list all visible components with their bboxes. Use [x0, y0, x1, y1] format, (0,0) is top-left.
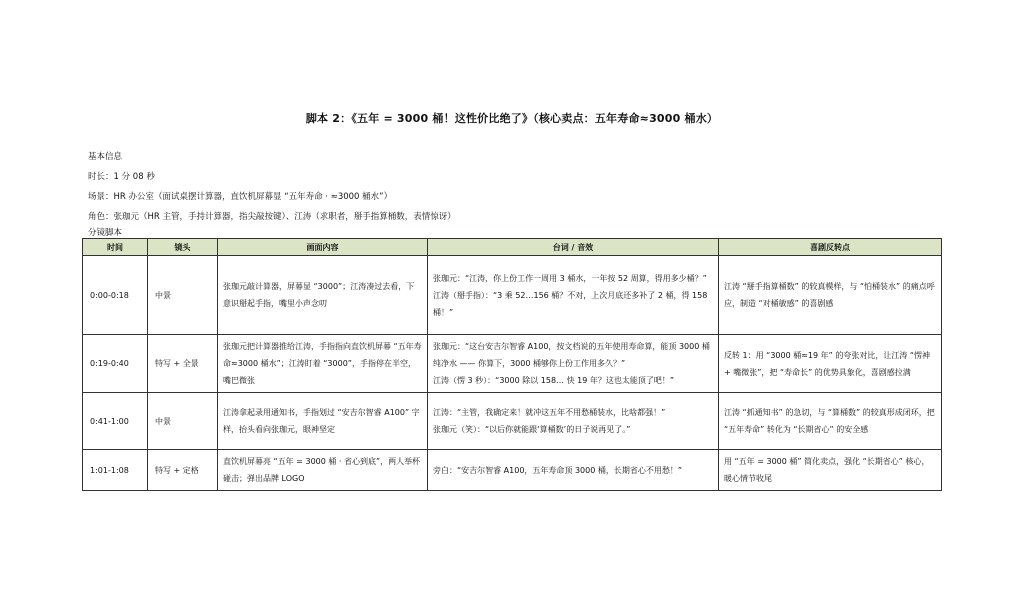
cell-scene: 张珈元敲计算器，屏幕显 “3000”；江涛凑过去看，下意识掰起手指，嘴里小声念叨: [218, 256, 428, 335]
table-row: [83, 335, 942, 393]
cell-lines: 张珈元：“这台安吉尔智睿 A100，按文档说的五年使用寿命算，能顶 3000 桶纯净水 —— 你算下，3000 桶够你上份工作用多久？” 江涛（愣 3 秒）：“3000 除以 158… 快 19 年？这也太能顶了吧！”: [428, 335, 719, 393]
document-title: 脚本 2：《五年 = 3000 桶！这性价比绝了》（核心卖点：五年寿命≈3000 桶水）: [305, 112, 719, 125]
cell-lines: 旁白：“安吉尔智睿 A100，五年寿命顶 3000 桶，长期省心不用愁！”: [428, 450, 719, 491]
basic-info: [88, 147, 456, 227]
header-twist: 喜剧反转点: [719, 239, 942, 256]
table-row: [83, 393, 942, 450]
info-scene: 场景：HR 办公室（面试桌摆计算器，直饮机屏幕显 “五年寿命 · ≈3000 桶水”）: [88, 192, 393, 202]
cell-time: 0:19-0:40: [83, 335, 148, 393]
table-row: [83, 450, 942, 491]
table-header-row: [83, 239, 942, 256]
info-duration: 时长：1 分 08 秒: [88, 172, 155, 182]
header-scene: 画面内容: [218, 239, 428, 256]
cell-twist: 反转 1：用 “3000 桶≈19 年” 的夸张对比，让江涛 “愣神 + 嘴微张”，把 “寿命长” 的优势具象化，喜剧感拉满: [719, 335, 942, 393]
cell-lines: 张珈元：“江涛，你上份工作一周用 3 桶水，一年按 52 周算，得用多少桶？” 江涛（掰手指）：“3 乘 52…156 桶？不对，上次月底还多补了 2 桶，得 158 桶！”: [428, 256, 719, 335]
cell-shot: 特写 + 全景: [148, 335, 218, 393]
header-time: 时间: [83, 239, 148, 256]
cell-scene: 江涛拿起录用通知书，手指划过 “安吉尔智睿 A100” 字样，抬头看向张珈元，眼神坚定: [218, 393, 428, 450]
cell-scene: 直饮机屏幕亮 “五年 = 3000 桶 · 省心到底”，两人举杯碰击；弹出品牌 LOGO: [218, 450, 428, 491]
cell-shot: 中景: [148, 256, 218, 335]
table-row: [83, 256, 942, 335]
cell-twist: 江涛 “抓通知书” 的急切，与 “算桶数” 的较真形成闭环，把 “五年寿命” 转化为 “长期省心” 的安全感: [719, 393, 942, 450]
cell-shot: 特写 + 定格: [148, 450, 218, 491]
header-shot: 镜头: [148, 239, 218, 256]
cell-scene: 张珈元把计算器推给江涛，手指指向直饮机屏幕 “五年寿命≈3000 桶水”；江涛盯着 “3000”，手指停在半空，嘴巴微张: [218, 335, 428, 393]
cell-time: 0:41-1:00: [83, 393, 148, 450]
cell-twist: 江涛 “掰手指算桶数” 的较真模样，与 “怕桶装水” 的痛点呼应，制造 “对桶敏感” 的喜剧感: [719, 256, 942, 335]
storyboard-label: 分镜脚本: [88, 228, 123, 238]
storyboard-table: [82, 238, 942, 491]
cell-lines: 江涛：“主管，我确定来！就冲这五年不用愁桶装水，比啥都强！” 张珈元（笑）：“以后你就能跟‘算桶数’的日子说再见了。”: [428, 393, 719, 450]
cell-shot: 中景: [148, 393, 218, 450]
info-heading: 基本信息: [88, 152, 123, 162]
header-lines: 台词 / 音效: [428, 239, 719, 256]
cell-time: 1:01-1:08: [83, 450, 148, 491]
cell-time: 0:00-0:18: [83, 256, 148, 335]
info-roles: 角色：张珈元（HR 主管，手持计算器，指尖敲按键）、江涛（求职者，掰手指算桶数，表情惊讶）: [88, 212, 456, 222]
cell-twist: 用 “五年 = 3000 桶” 简化卖点，强化 “长期省心” 核心，暖心情节收尾: [719, 450, 942, 491]
